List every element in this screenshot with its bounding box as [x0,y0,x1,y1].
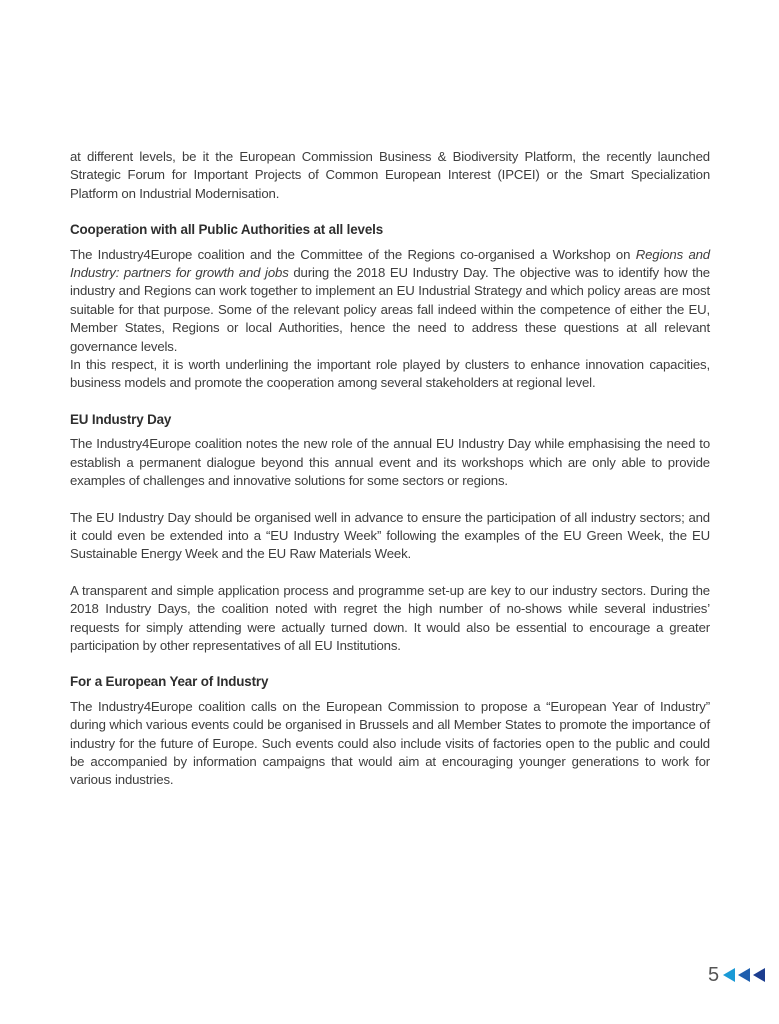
document-body [70,148,710,790]
industry-day-paragraph-2: The EU Industry Day should be organised well in advance to ensure the participation of all industry sectors; and it could even be extended into a “EU Industry Week” following the examples of the EU Green Week, the EU Sustainable Energy Week and the EU Raw Materials Week. [70,509,710,562]
section-heading-eu-industry-day: EU Industry Day [70,411,172,427]
workshop-title-italic: Regions and Industry: partners for growth and jobs [70,246,710,281]
intro-paragraph: at different levels, be it the European Commission Business & Biodiversity Platform, the recently launched Strategic Forum for Important Projects of Common European Interest (IPCEI) or the Smart Specialization Platform on Industrial Modernisation. [70,149,710,201]
text-span: The Industry4Europe coalition and the Committee of the Regions co-organised a Workshop on [70,246,636,262]
industry-day-paragraph-1: The Industry4Europe coalition notes the new role of the annual EU Industry Day while emphasising the need to establish a permanent dialogue beyond this annual event and its workshops which are only able to provide examples of challenges and innovative solutions for some sectors or regions. [70,436,710,489]
section-heading-cooperation: Cooperation with all Public Authorities at all levels [70,222,383,238]
cooperation-paragraph-1 [70,246,710,356]
page-footer [708,962,768,988]
european-year-paragraph: The Industry4Europe coalition calls on the European Commission to propose a “European Year of Industry” during which various events could be organised in Brussels and all Member States to promote the importance of industry for the future of Europe. Such events could also include visits of factories open to the public and could be accompanied by information campaigns that would aim at encouraging younger generations to work for various industries. [70,698,710,788]
triangle-left-dark-icon [753,968,765,982]
triangle-left-light-icon [723,968,735,982]
section-heading-european-year: For a European Year of Industry [70,674,269,690]
cooperation-paragraph-2: In this respect, it is worth underlining the important role played by clusters to enhance innovation capacities, business models and promote the cooperation among several stakeholders at regional level. [70,357,710,391]
page-number: 5 [708,964,720,986]
text-span: during the 2018 EU Industry Day. The objective was to identify how the industry and Regions can work together to implement an EU Industrial Strategy and which policy areas are most suitable for that purpose. Some of the relevant policy areas fall indeed within the competence of either the EU, Member States, Regions or local Authorities, hence the need to address these questions at all relevant governance levels. [70,265,710,354]
industry-day-paragraph-3: A transparent and simple application process and programme set-up are key to our industry sectors. During the 2018 Industry Days, the coalition noted with regret the high number of no-shows while several industries’ requests for simply attending were actually turned down. It would also be essential to encourage a greater participation by other representatives of all EU Institutions. [70,582,710,653]
triangle-left-medium-icon [738,968,750,982]
